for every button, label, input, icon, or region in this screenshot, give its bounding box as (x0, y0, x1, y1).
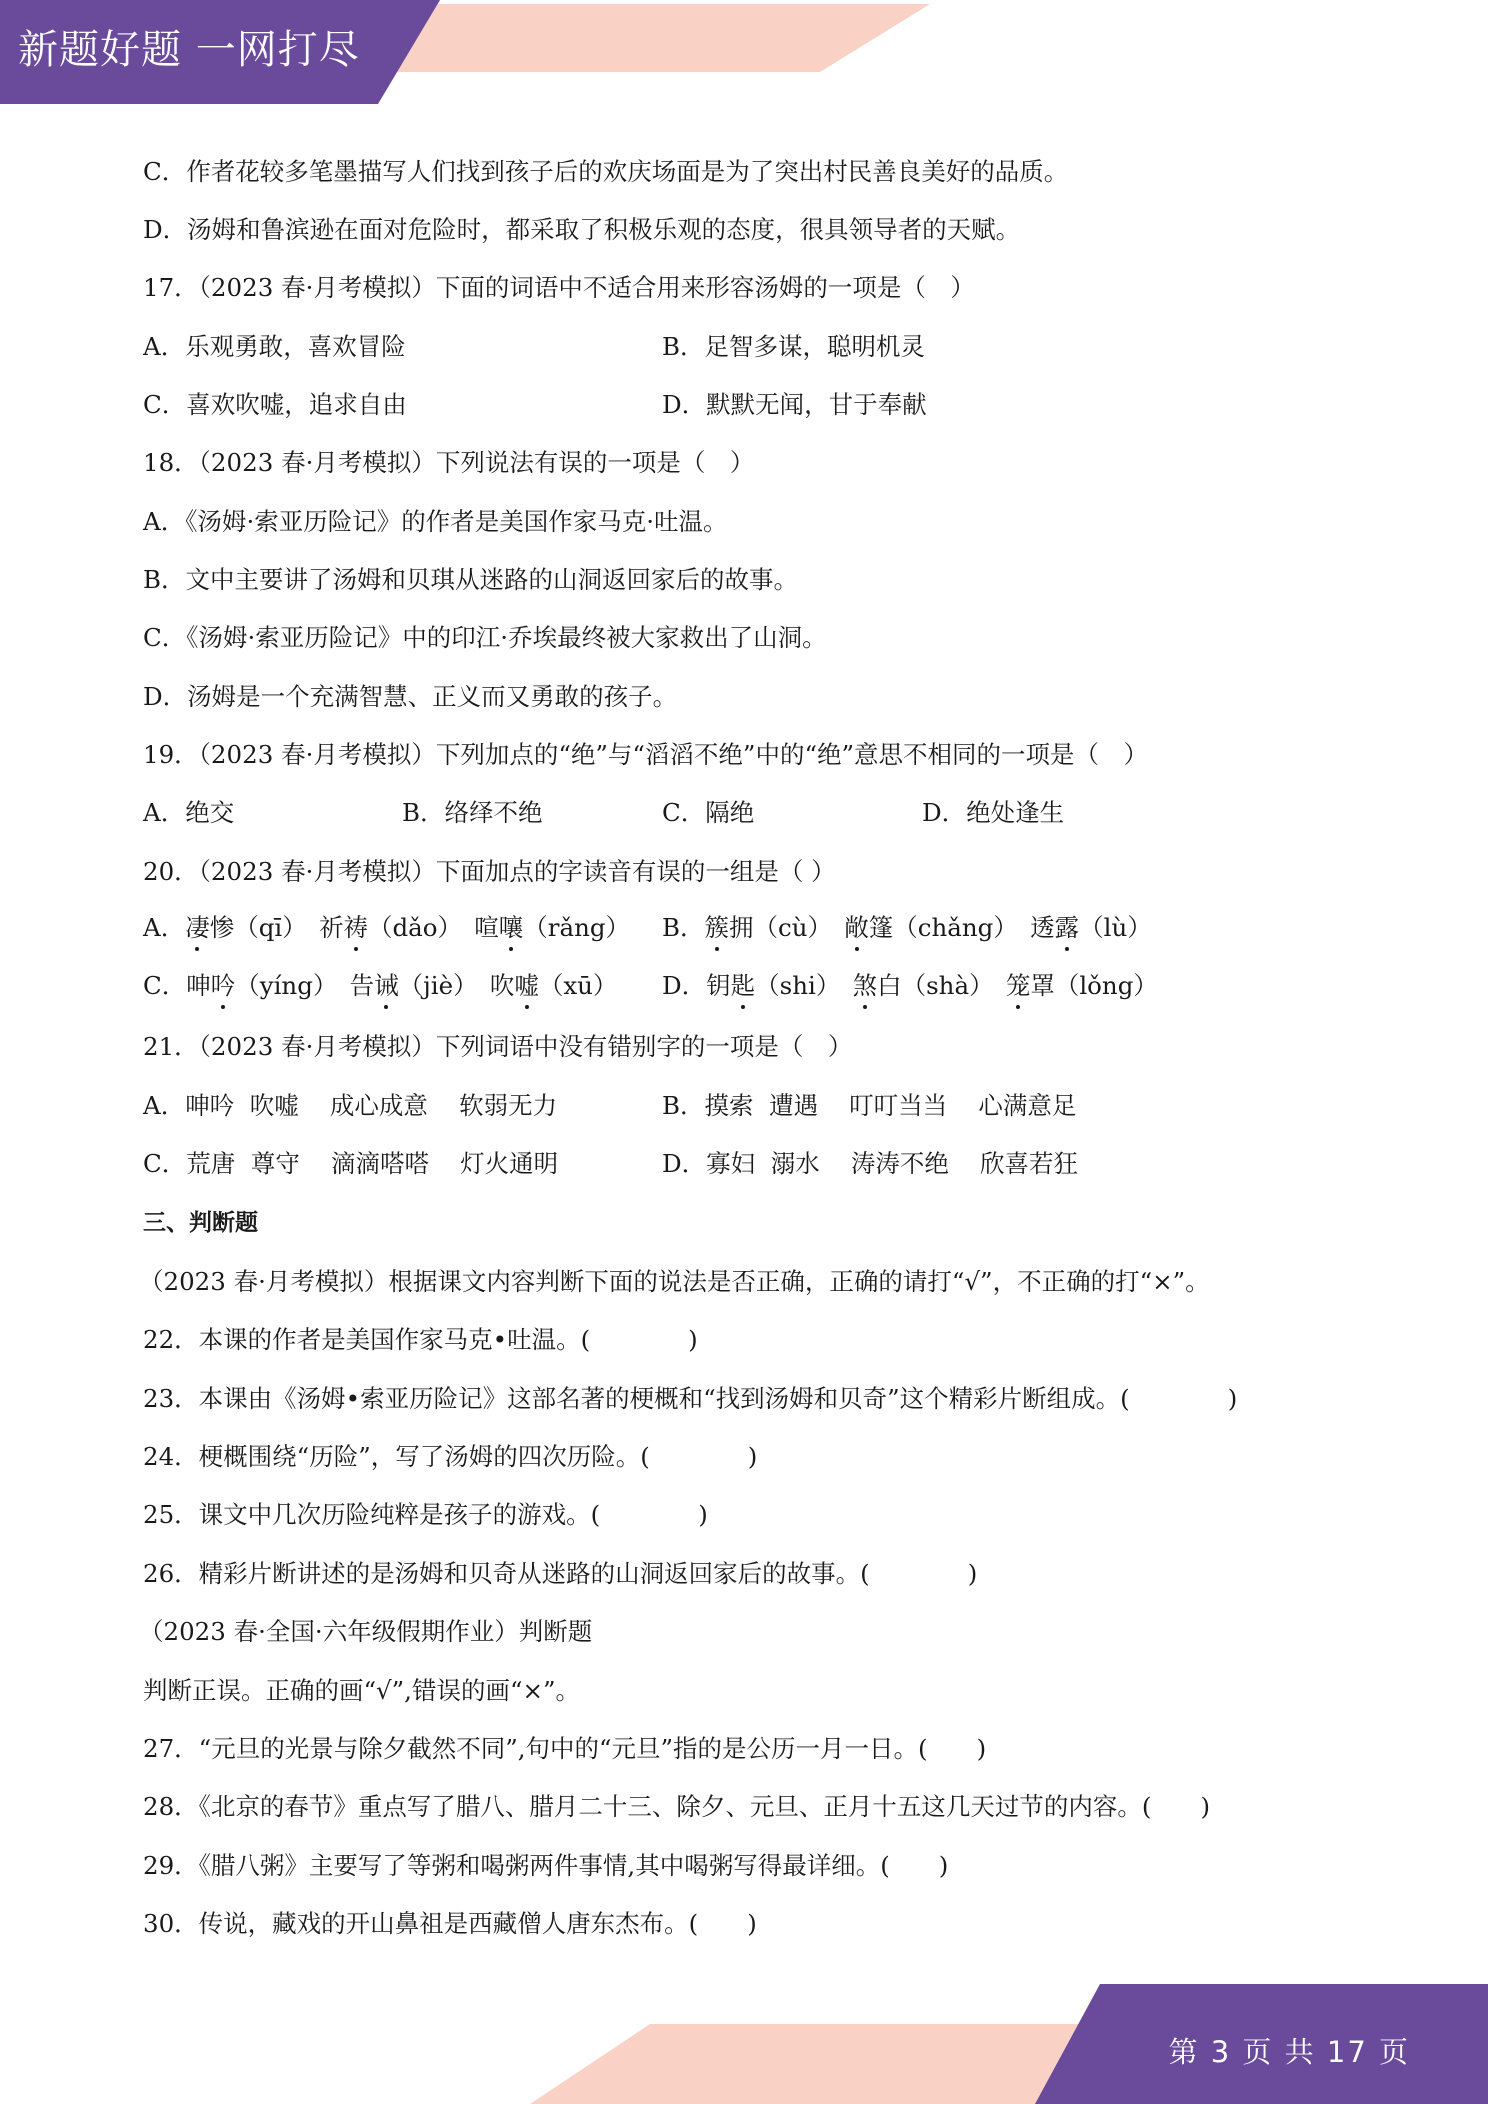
option-d: D．绝处逢生 (922, 798, 1065, 827)
pinyin-reading: （yíng） (235, 971, 326, 1000)
instructions: （2023 春·月考模拟）根据课文内容判断下面的说法是否正确，正确的请打“√”，不正确的打“×”。 (139, 1267, 1210, 1296)
dotted-char: 笼 (1005, 971, 1031, 1000)
pinyin-word: 呻 (186, 971, 211, 1000)
option-prefix: C． (143, 971, 187, 1000)
dotted-char: 祷 (343, 913, 368, 942)
question-30: 30．传说，藏戏的开山鼻祖是西藏僧人唐东杰布。( ) (143, 1909, 757, 1938)
dotted-char: 簇 (704, 913, 730, 942)
instructions: 判断正误。正确的画“√”,错误的画“×”。 (143, 1676, 581, 1705)
option-b: B．摸索 遭遇 叮叮当当 心满意足 (662, 1091, 1077, 1120)
option-a (143, 912, 630, 944)
option-d: D．寡妇 溺水 涛涛不绝 欣喜若狂 (662, 1149, 1079, 1178)
pinyin-word: 透 (1030, 913, 1055, 942)
question-18: 18．（2023 春·月考模拟）下列说法有误的一项是（ ） (143, 448, 755, 477)
dotted-char: 吟 (210, 971, 236, 1000)
dotted-char: 凄 (185, 913, 210, 942)
pinyin-word: 喧 (474, 913, 499, 942)
option-c: C．荒唐 尊守 滴滴嗒嗒 灯火通明 (143, 1149, 559, 1178)
pinyin-word: 拥（cù） (729, 913, 820, 942)
pinyin-word: 篷 (868, 913, 894, 942)
option-c: C．喜欢吹嘘，追求自由 (143, 390, 407, 419)
pinyin-reading: （dǎo） (367, 913, 450, 942)
pinyin-word: 惨（qī） (209, 913, 295, 942)
dotted-char: 敞 (844, 913, 869, 942)
header-title: 新题好题 一网打尽 (18, 27, 360, 73)
option-prefix: B． (662, 913, 705, 942)
option-c: C．隔绝 (662, 798, 755, 827)
pinyin-reading: （chǎng） (893, 913, 1006, 942)
pinyin-reading: （rǎng） (523, 913, 631, 942)
question-23: 23．本课由《汤姆•索亚历险记》这部名著的梗概和“找到汤姆和贝奇”这个精彩片断组成。( ) (143, 1384, 1238, 1413)
question-27: 27．“元旦的光景与除夕截然不同”,句中的“元旦”指的是公历一月一日。( ) (143, 1734, 987, 1763)
option-a: A．《汤姆·索亚历险记》的作者是美国作家马克·吐温。 (143, 507, 728, 536)
dotted-char: 嚷 (498, 913, 524, 942)
pinyin-reading: （jiè） (398, 971, 466, 1000)
option-a: A．呻吟 吹嘘 成心成意 软弱无力 (143, 1091, 558, 1120)
option-b: B．络绎不绝 (402, 798, 543, 827)
pinyin-word: 白（shà） (877, 971, 982, 1000)
question-17: 17．（2023 春·月考模拟）下面的词语中不适合用来形容汤姆的一项是（ ） (143, 273, 975, 302)
option-b: B．文中主要讲了汤姆和贝琪从迷路的山洞返回家后的故事。 (143, 565, 799, 594)
pinyin-reading: （lù） (1079, 913, 1152, 942)
pinyin-word: 吹 (489, 971, 515, 1000)
dotted-char: 诫 (374, 971, 399, 1000)
option-a: A．绝交 (143, 798, 235, 827)
option-d: D．汤姆是一个充满智慧、正义而又勇敢的孩子。 (143, 682, 678, 711)
option-a: A．乐观勇敢，喜欢冒险 (143, 332, 406, 361)
pinyin-word: 罩（lǒng） (1030, 971, 1158, 1000)
question-26: 26．精彩片断讲述的是汤姆和贝奇从迷路的山洞返回家后的故事。( ) (143, 1559, 978, 1588)
instructions: （2023 春·全国·六年级假期作业）判断题 (139, 1617, 593, 1646)
dotted-char: 匙 (730, 971, 756, 1000)
question-20: 20．（2023 春·月考模拟）下面加点的字读音有误的一组是（ ） (143, 857, 836, 886)
pinyin-word: 钥 (706, 971, 731, 1000)
option-text: C．作者花较多笔墨描写人们找到孩子后的欢庆场面是为了突出村民善良美好的品质。 (143, 157, 1069, 186)
option-b: B．足智多谋，聪明机灵 (662, 332, 926, 361)
dotted-char: 露 (1054, 913, 1080, 942)
option-prefix: D． (662, 971, 707, 1000)
question-28: 28．《北京的春节》重点写了腊八、腊月二十三、除夕、元旦、正月十五这几天过节的内容。( ) (143, 1792, 1211, 1821)
option-c: C．《汤姆·索亚历险记》中的印江·乔埃最终被大家救出了山洞。 (143, 623, 827, 652)
question-29: 29．《腊八粥》主要写了等粥和喝粥两件事情,其中喝粥写得最详细。( ) (143, 1851, 949, 1880)
question-21: 21．（2023 春·月考模拟）下列词语中没有错别字的一项是（ ） (143, 1032, 853, 1061)
pinyin-word: 祈 (318, 913, 344, 942)
option-text: D．汤姆和鲁滨逊在面对危险时，都采取了积极乐观的态度，很具领导者的天赋。 (143, 215, 1021, 244)
section-heading: 三、判断题 (143, 1210, 258, 1236)
option-d (662, 970, 1158, 1002)
question-22: 22．本课的作者是美国作家马克•吐温。( ) (143, 1325, 698, 1354)
pinyin-reading: （xū） (538, 971, 618, 1000)
pinyin-word: 告 (349, 971, 375, 1000)
option-d: D．默默无闻，甘于奉献 (662, 390, 927, 419)
option-prefix: A． (143, 913, 186, 942)
option-c (143, 970, 617, 1002)
question-24: 24．梗概围绕“历险”，写了汤姆的四次历险。( ) (143, 1442, 758, 1471)
dotted-char: 煞 (852, 971, 878, 1000)
question-25: 25．课文中几次历险纯粹是孩子的游戏。( ) (143, 1500, 708, 1529)
option-b (662, 912, 1152, 944)
pinyin-reading: （shi） (755, 971, 829, 1000)
page-number: 第 3 页 共 17 页 (1168, 2035, 1410, 2069)
dotted-char: 嘘 (514, 971, 539, 1000)
question-19: 19．（2023 春·月考模拟）下列加点的“绝”与“滔滔不绝”中的“绝”意思不相同的一项是（ ） (143, 740, 1148, 769)
